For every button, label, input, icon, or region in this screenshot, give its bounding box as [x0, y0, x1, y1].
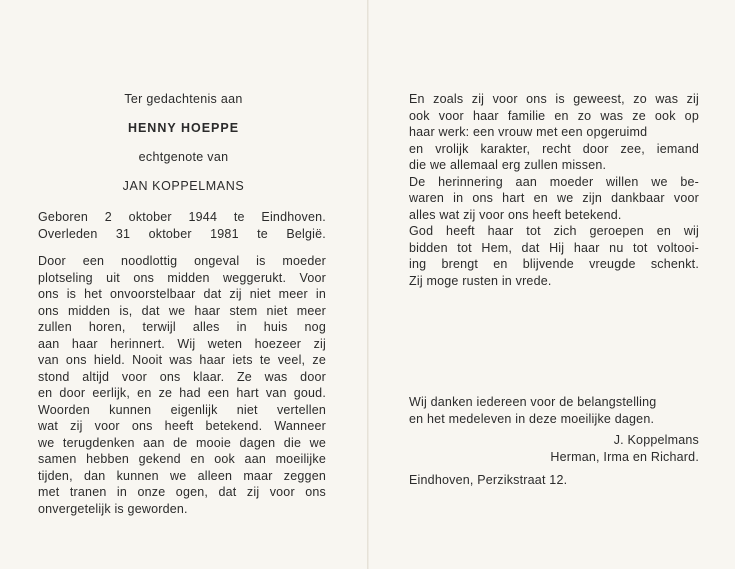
story-line: aan haar herinnert. Wij weten hoezeer zij [38, 336, 326, 351]
address-line: Eindhoven, Perzikstraat 12. [409, 473, 568, 487]
memorial-header: Ter gedachtenis aan [124, 92, 243, 106]
story-line: wat zij voor ons heeft betekend. Wanneer [38, 419, 326, 433]
story-line: samen hebben gekend en ook aan moeilijke [38, 452, 326, 466]
story-line: Door een noodlottig ongeval is moeder [38, 254, 326, 268]
tribute-line: De herinnering aan moeder willen we be- [409, 174, 699, 189]
story-line: zullen horen, terwijl alles in huis nog [38, 320, 326, 334]
tribute-line: ing brengt en blijvende vreugde schenkt. [409, 257, 699, 271]
tribute-line: Zij moge rusten in vrede. [409, 273, 552, 288]
spouse-name: JAN KOPPELMANS [122, 179, 245, 193]
signature-block [409, 432, 699, 465]
story-line: onvergetelijk is geworden. [38, 501, 188, 516]
story-line: stond altijd voor ons klaar. Ze was door [38, 369, 326, 384]
story-line: tijden, dan kunnen we alleen maar zeggen [38, 468, 326, 483]
thanks-paragraph [409, 394, 699, 427]
story-line: ons midden is, dat we haar stem niet meer [38, 303, 326, 318]
tribute-line: En zoals zij voor ons is geweest, zo was zij [409, 92, 699, 106]
deceased-name: HENNY HOEPPE [127, 121, 240, 135]
right-panel [369, 0, 735, 569]
story-line: van ons hield. Nooit was haar iets te veel, ze [38, 353, 326, 367]
tribute-line: God heeft haar tot zich geroepen en wij [409, 224, 699, 238]
left-panel [0, 0, 367, 569]
tribute-line: die we allemaal erg zullen missen. [409, 158, 607, 172]
story-line: Woorden kunnen eigenlijk niet vertellen [38, 402, 326, 417]
tribute-line: bidden tot Hem, dat Hij haar nu tot voltooi- [409, 240, 699, 255]
story-line: en door eerlijk, en ze had een hart van goud. [38, 386, 326, 400]
thanks-line: Wij danken iedereen voor de belangstelling [409, 395, 657, 409]
tribute-line: haar werk: een vrouw met een opgeruimd [409, 125, 648, 139]
tribute-line: waren in ons hart en we zijn dankbaar voor [409, 191, 699, 205]
birth-death-block [38, 209, 326, 242]
tribute-line: ook voor haar familie en zo was ze ook op [409, 108, 699, 123]
story-line: met tranen in onze ogen, dat zij voor ons [38, 485, 326, 499]
story-line: we terugdenken aan de mooie dagen die we [38, 435, 326, 450]
birth-line: Geboren 2 oktober 1944 te Eindhoven. [38, 210, 326, 224]
relation-text: echtgenote van [138, 150, 229, 164]
story-paragraph [38, 253, 326, 517]
tribute-paragraph [409, 91, 699, 289]
tribute-line: en vrolijk karakter, recht door zee, iemand [409, 141, 699, 156]
story-line: plotseling uit ons midden weggerukt. Voor [38, 270, 326, 285]
death-line: Overleden 31 oktober 1981 te België. [38, 226, 326, 241]
signature-family: Herman, Irma en Richard. [550, 449, 699, 464]
thanks-line: en het medeleven in deze moeilijke dagen. [409, 411, 655, 426]
story-line: ons is het onvoorstelbaar dat zij niet meer in [38, 287, 326, 301]
tribute-line: alles wat zij voor ons heeft betekend. [409, 207, 622, 222]
signature-primary: J. Koppelmans [613, 433, 699, 447]
